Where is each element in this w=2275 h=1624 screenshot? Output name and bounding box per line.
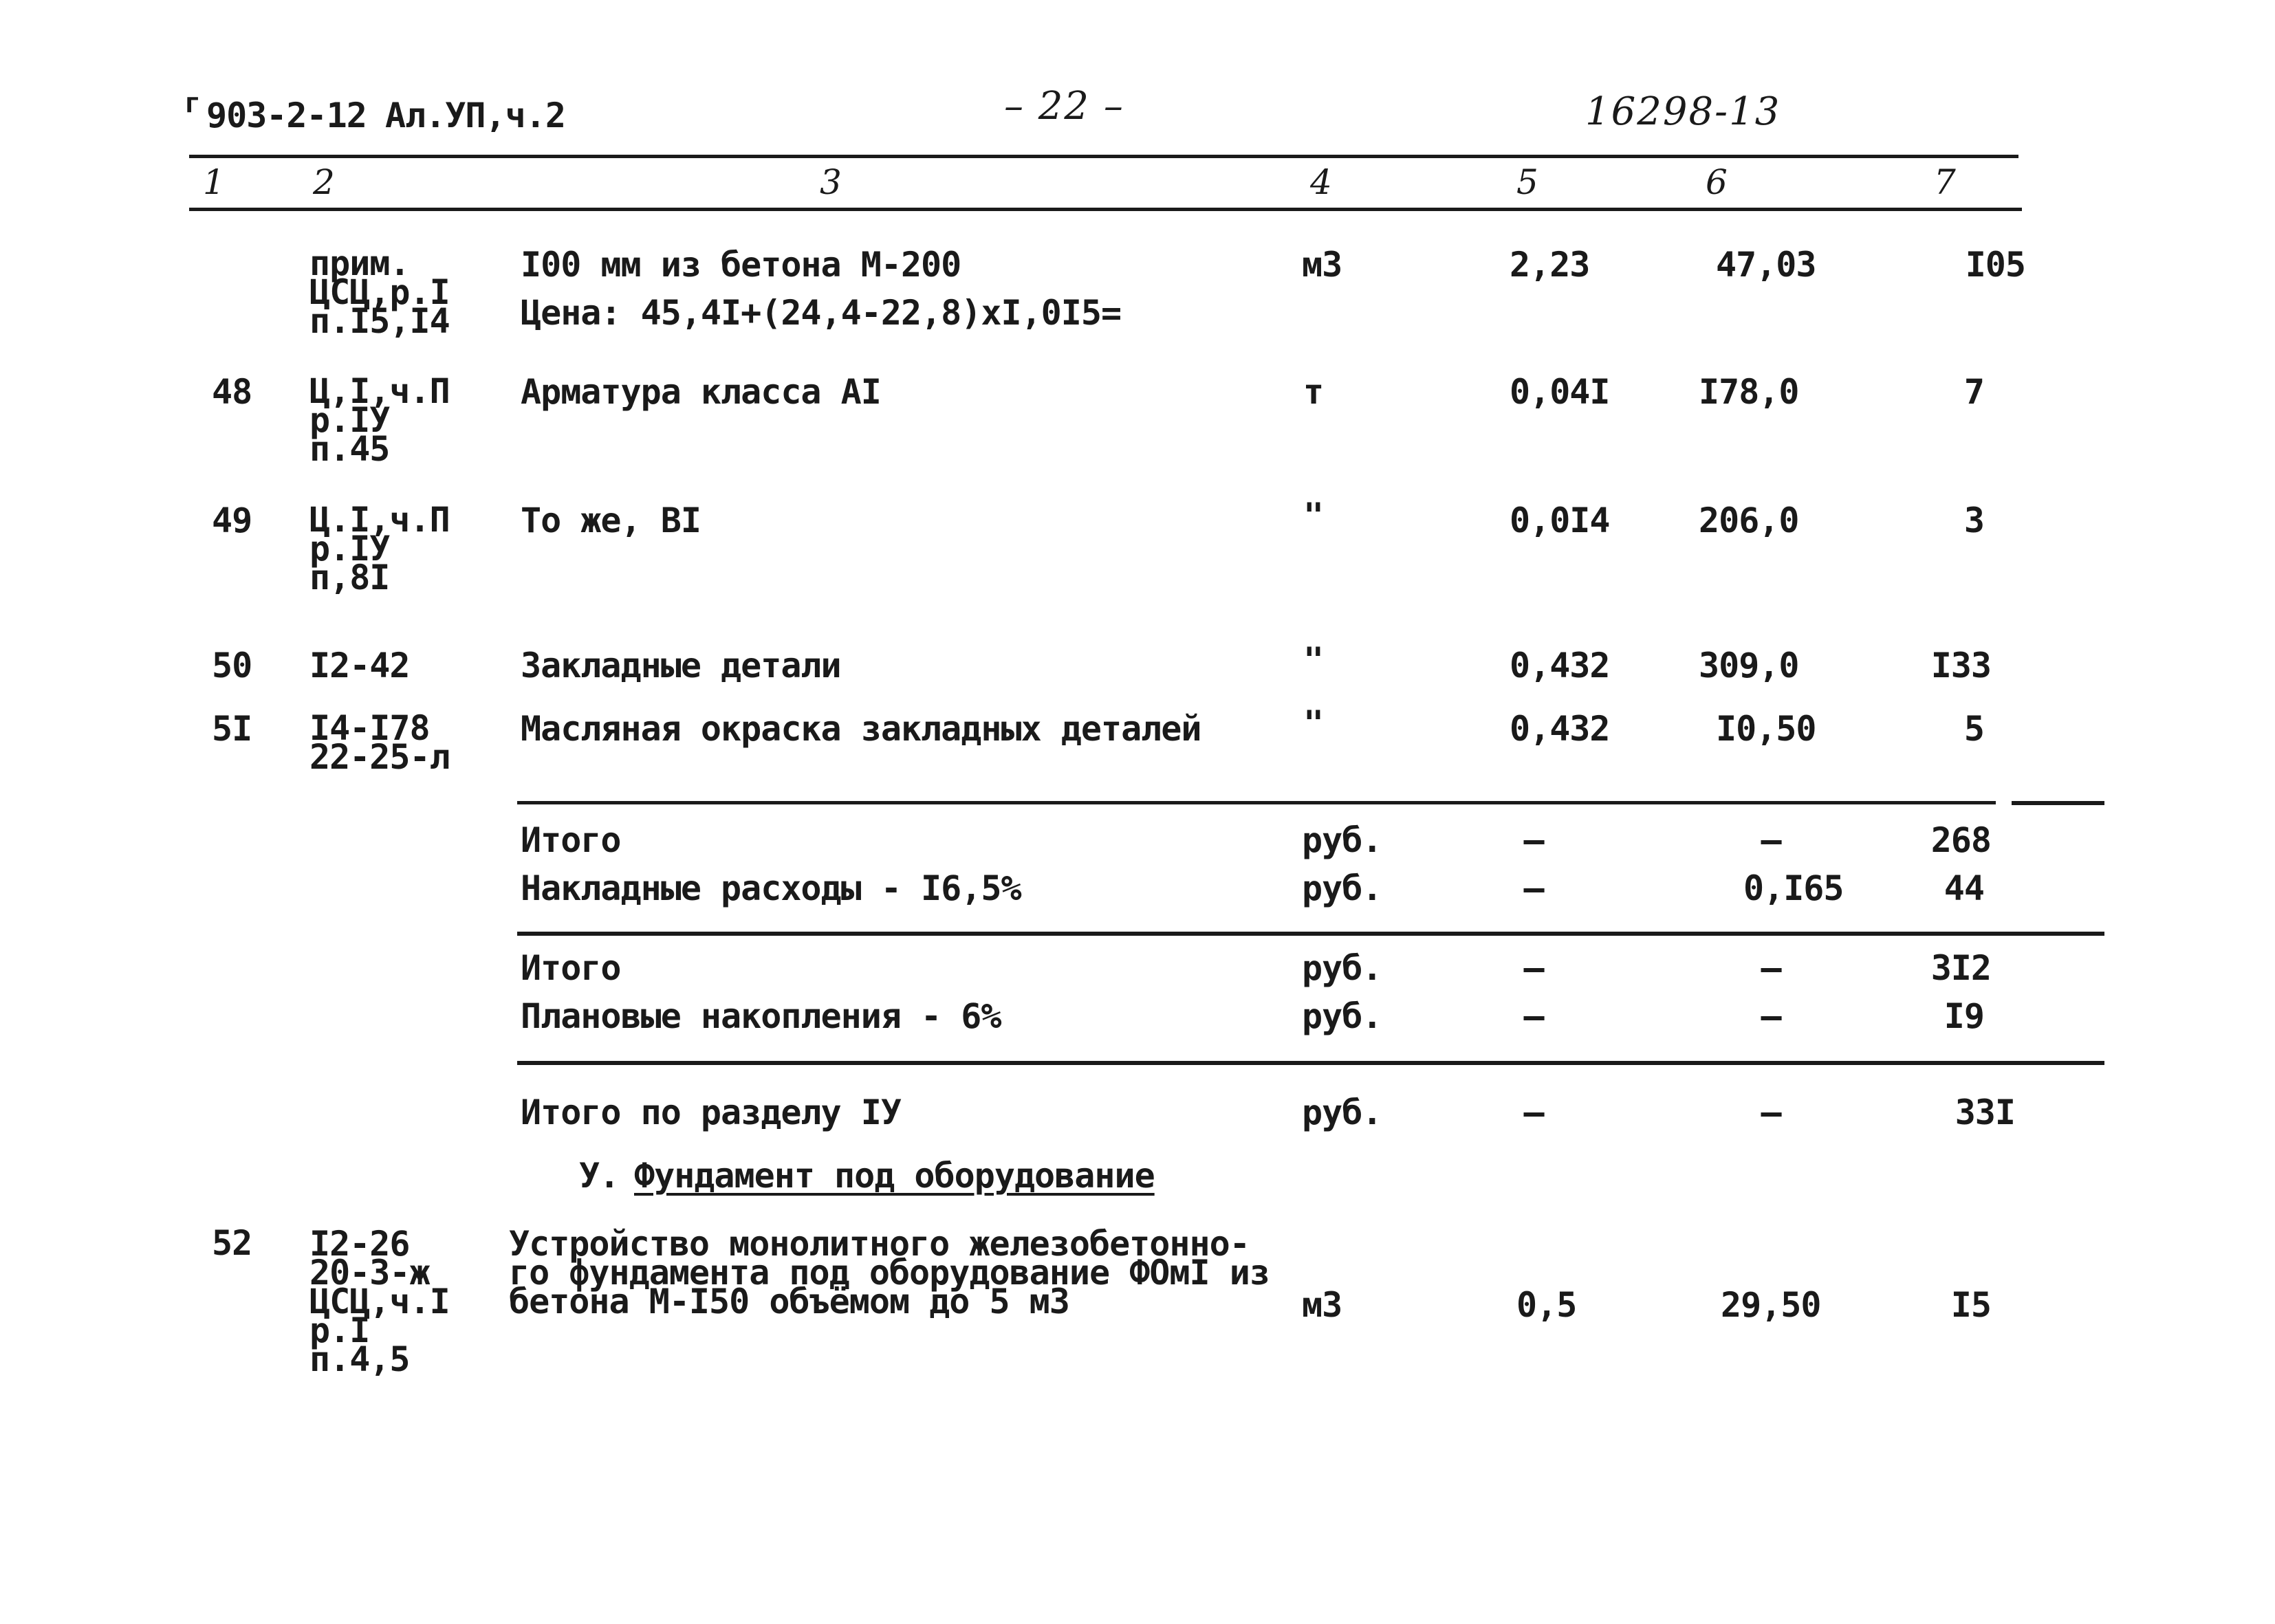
row-reference: Ц.I,ч.П р.IУ п,8I [309, 500, 450, 597]
row-total: 5 [1963, 709, 1984, 749]
summary-unit: руб. [1302, 820, 1382, 860]
row-unit: " [1303, 496, 1324, 536]
subtotal-rule-tail [2012, 801, 2104, 805]
row-description: Закладные детали [521, 646, 841, 685]
inventory-number: 16298-13 [1585, 89, 1781, 134]
section-title: Фундамент под оборудование [634, 1156, 1155, 1196]
top-rule [189, 155, 2018, 158]
summary-col6: – [1761, 948, 1781, 988]
col-header-4: 4 [1310, 162, 1332, 202]
column-header-rule [189, 208, 2022, 211]
summary-label: Накладные расходы - I6,5% [521, 868, 1021, 908]
row-total: 3 [1963, 501, 1984, 540]
row-unit-price: 47,03 [1716, 245, 1816, 285]
row-unit: м3 [1302, 1285, 1342, 1325]
row-total: 7 [1963, 372, 1984, 412]
col-header-6: 6 [1706, 162, 1728, 202]
subtotal-rule [517, 932, 2104, 936]
summary-unit: руб. [1302, 868, 1382, 908]
row-quantity: 0,432 [1510, 709, 1610, 749]
album-ref: Ал.УП,ч.2 [385, 96, 565, 135]
summary-unit: руб. [1302, 996, 1382, 1036]
col-header-1: 1 [203, 162, 225, 202]
section-total-value: 33I [1955, 1093, 2015, 1132]
row-total: I05 [1965, 245, 2025, 285]
row-total: I5 [1950, 1285, 1991, 1325]
col-header-2: 2 [313, 162, 335, 202]
summary-col5: – [1523, 996, 1544, 1036]
summary-unit: руб. [1302, 1093, 1382, 1132]
summary-total: 268 [1930, 820, 1991, 860]
summary-col5: – [1523, 948, 1544, 988]
row-price-formula: Цена: 45,4I+(24,4-22,8)xI,0I5= [521, 293, 1122, 333]
summary-col5: – [1523, 820, 1544, 860]
summary-total: 44 [1944, 868, 1984, 908]
row-number: 49 [212, 501, 252, 540]
doc-code: 903-2-12 [206, 96, 367, 135]
row-quantity: 0,0I4 [1510, 501, 1610, 540]
row-unit: " [1303, 703, 1324, 743]
row-unit: " [1303, 640, 1324, 680]
summary-label: Итого [521, 948, 621, 988]
row-unit-price: 309,0 [1699, 646, 1799, 685]
section-total-rule [517, 1061, 2104, 1065]
summary-col6: – [1761, 820, 1781, 860]
row-total: I33 [1930, 646, 1991, 685]
row-description: То же, ВI [521, 501, 701, 540]
summary-col6: – [1761, 996, 1781, 1036]
section-total-label: Итого по разделу IУ [521, 1093, 901, 1132]
page-number: – 22 – [1004, 84, 1124, 129]
row-reference: прим. ЦСЦ,р.I п.I5,I4 [309, 243, 450, 341]
row-number: 5I [212, 709, 252, 749]
row-quantity: 2,23 [1510, 245, 1590, 285]
col-header-5: 5 [1516, 162, 1538, 202]
summary-col5: – [1523, 868, 1544, 908]
row-unit-price: 206,0 [1699, 501, 1799, 540]
row-description: Масляная окраска закладных деталей [521, 709, 1201, 749]
section-roman: У. [579, 1156, 620, 1196]
subtotal-rule [517, 801, 1996, 804]
row-reference: Ц,I,ч.П р.IУ п.45 [309, 371, 450, 469]
row-quantity: 0,432 [1510, 646, 1610, 685]
row-number: 52 [212, 1223, 252, 1263]
row-reference: I2-42 [309, 646, 410, 685]
row-unit-price: I0,50 [1716, 709, 1816, 749]
summary-col5: – [1523, 1093, 1544, 1132]
row-unit: м3 [1302, 245, 1342, 285]
row-number: 48 [212, 372, 252, 412]
row-reference: I4-I78 22-25-л [309, 708, 450, 777]
summary-total: 3I2 [1930, 948, 1991, 988]
row-unit-price: I78,0 [1699, 372, 1799, 412]
row-reference: I2-26 20-3-ж ЦСЦ,ч.I р.I п.4,5 [309, 1224, 450, 1379]
summary-col6: – [1761, 1093, 1781, 1132]
row-unit-price: 29,50 [1721, 1285, 1821, 1325]
summary-col6: 0,I65 [1743, 868, 1844, 908]
row-description: I00 мм из бетона М-200 [521, 245, 961, 285]
row-quantity: 0,5 [1516, 1285, 1577, 1325]
col-header-7: 7 [1934, 162, 1956, 202]
row-unit: т [1303, 372, 1324, 412]
row-description: Устройство монолитного железобетонно- го фундамента под оборудование ФОмI из бетона М-I50 объёмом до 5 м3 [509, 1224, 1270, 1321]
col-header-3: 3 [820, 162, 842, 202]
summary-total: I9 [1944, 996, 1984, 1036]
row-description: Арматура класса АI [521, 372, 881, 412]
summary-label: Плановые накопления - 6% [521, 996, 1001, 1036]
corner-mark: г [184, 87, 201, 119]
summary-label: Итого [521, 820, 621, 860]
row-quantity: 0,04I [1510, 372, 1610, 412]
summary-unit: руб. [1302, 948, 1382, 988]
row-number: 50 [212, 646, 252, 685]
